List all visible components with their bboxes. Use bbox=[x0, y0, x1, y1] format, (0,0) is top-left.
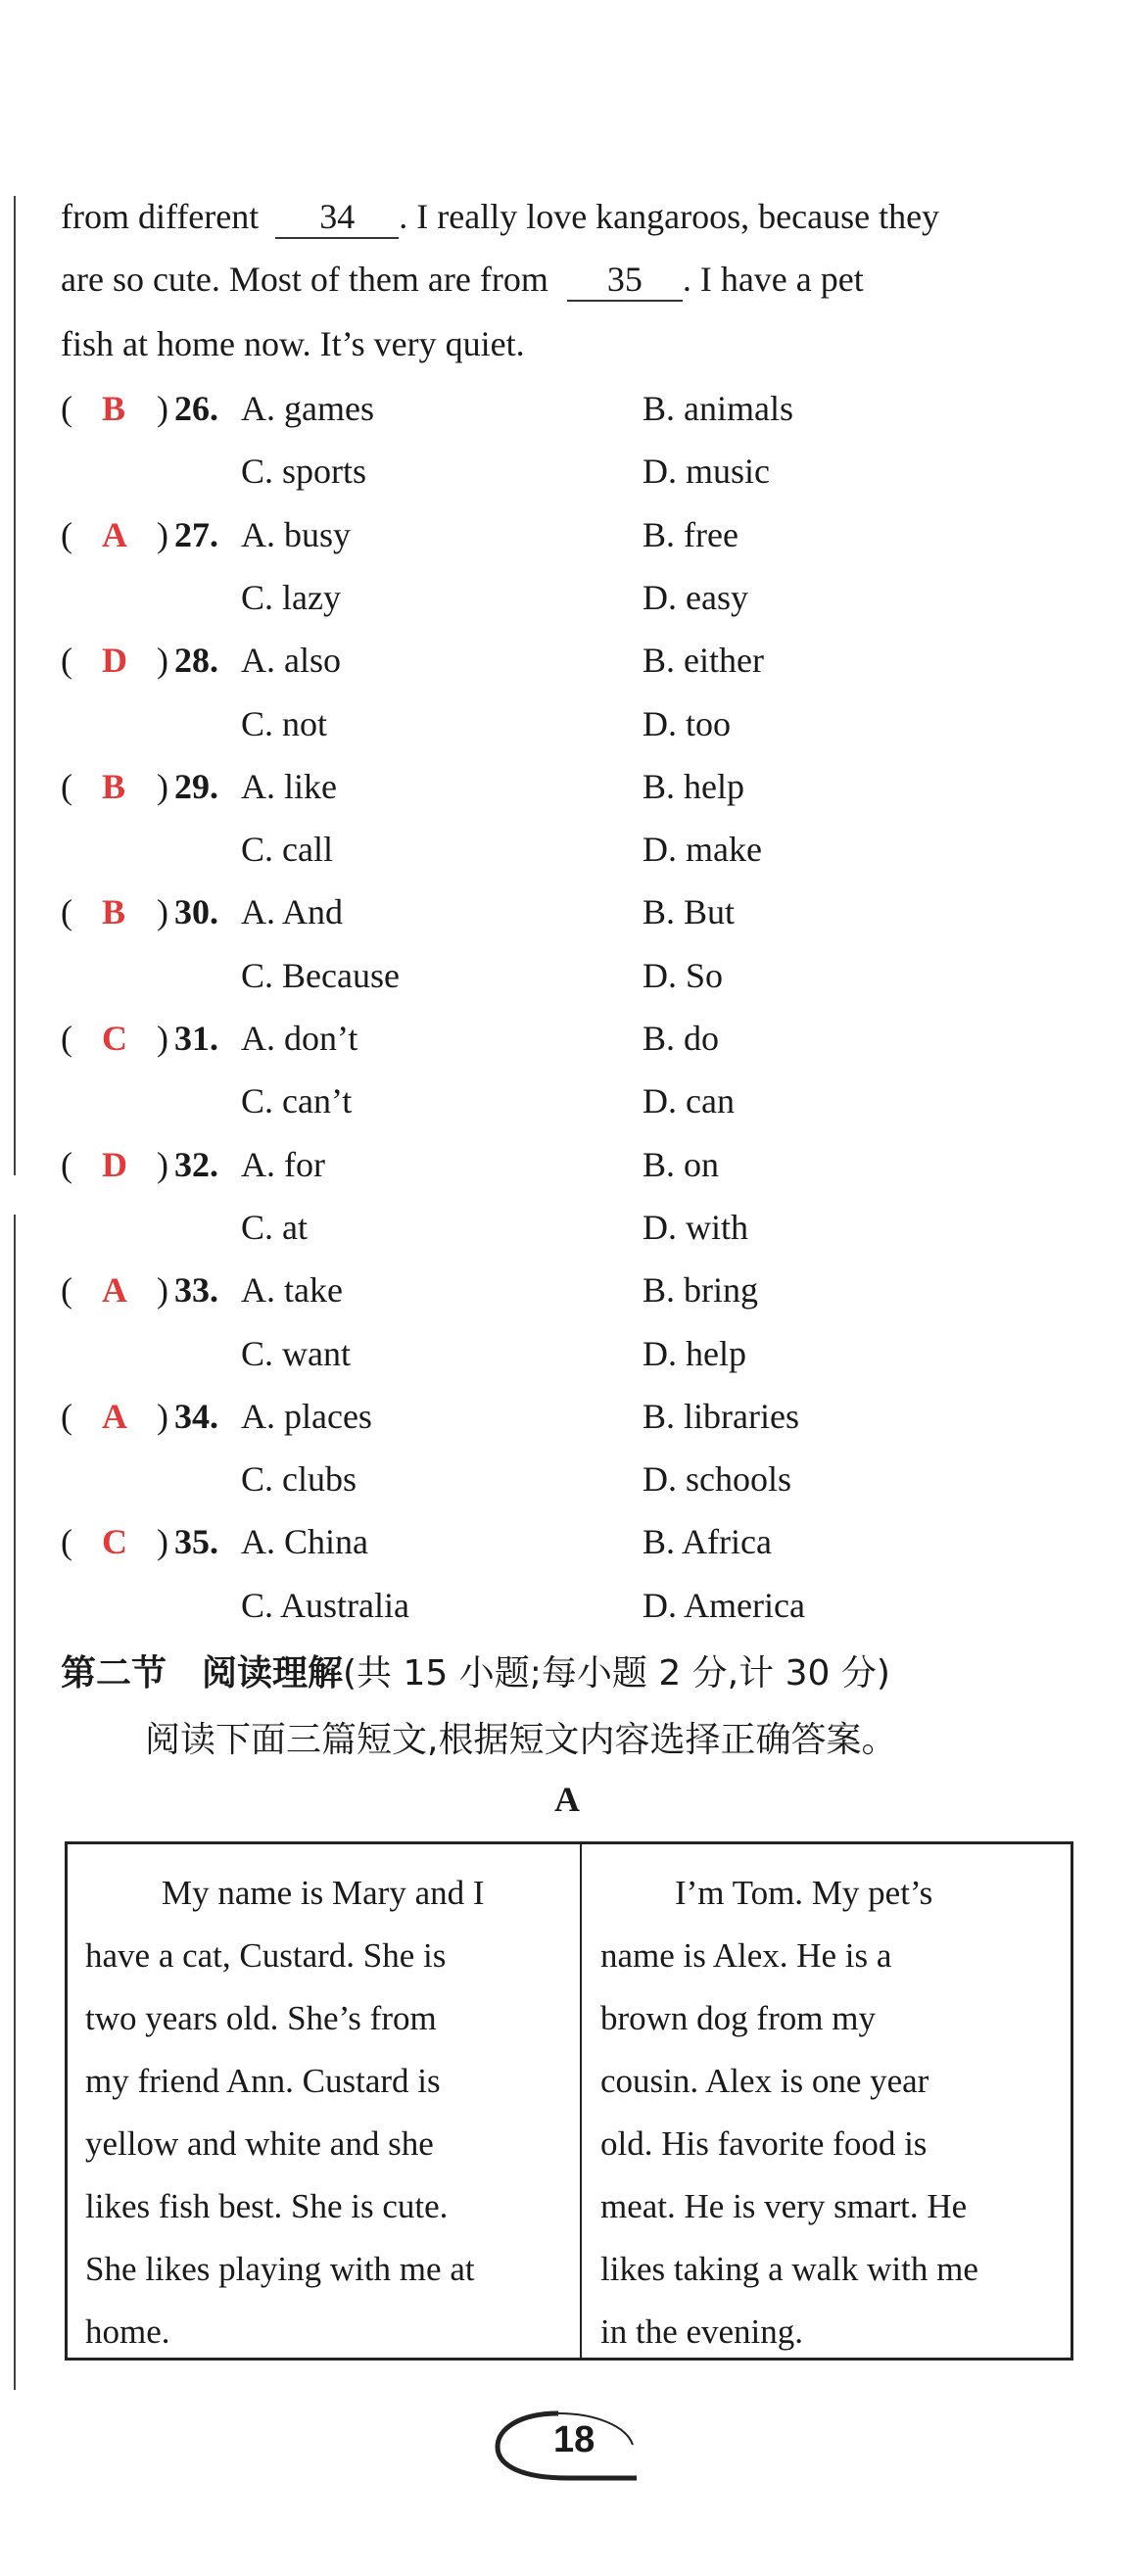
paren-close: ) bbox=[157, 1522, 168, 1562]
answer-mark: A bbox=[102, 1270, 127, 1311]
page-number: 18 bbox=[553, 2419, 595, 2460]
option-a: A. take bbox=[241, 1270, 343, 1311]
question-number: 30. bbox=[174, 892, 218, 932]
question-number: 29. bbox=[174, 766, 218, 806]
option-d: D. help bbox=[643, 1333, 746, 1373]
paren-close: ) bbox=[157, 892, 168, 932]
option-c: C. at bbox=[241, 1207, 308, 1247]
section-instruction: 阅读下面三篇短文,根据短文内容选择正确答案。 bbox=[145, 1720, 897, 1760]
table-line: She likes playing with me at bbox=[85, 2250, 475, 2288]
question-number: 34. bbox=[174, 1396, 218, 1436]
table-line: brown dog from my bbox=[600, 1999, 876, 2037]
option-d: D. too bbox=[643, 703, 731, 743]
option-c: C. call bbox=[241, 830, 333, 870]
option-c: C. clubs bbox=[241, 1459, 357, 1500]
table-line: likes fish best. She is cute. bbox=[85, 2187, 449, 2225]
paren-open: ( bbox=[61, 1522, 72, 1562]
option-c: C. not bbox=[241, 703, 328, 743]
option-d: D. So bbox=[643, 955, 724, 995]
passage-letter: A bbox=[554, 1780, 580, 1819]
option-b: B. animals bbox=[643, 389, 793, 428]
paren-open: ( bbox=[61, 1019, 72, 1058]
option-b: B. free bbox=[643, 514, 738, 554]
option-c: C. Australia bbox=[241, 1585, 409, 1625]
option-c: C. sports bbox=[241, 452, 367, 492]
paren-open: ( bbox=[61, 389, 72, 428]
answer-mark: B bbox=[102, 892, 126, 932]
paren-close: ) bbox=[157, 1270, 168, 1311]
paren-open: ( bbox=[61, 1144, 72, 1184]
table-line: meat. He is very smart. He bbox=[600, 2187, 968, 2225]
paren-open: ( bbox=[61, 1396, 72, 1436]
option-a: A. don’t bbox=[241, 1019, 358, 1058]
option-a: A. like bbox=[241, 766, 337, 806]
table-line: likes taking a walk with me bbox=[600, 2250, 978, 2288]
option-a: A. games bbox=[241, 389, 374, 428]
question-number: 28. bbox=[174, 641, 218, 681]
option-a: A. for bbox=[241, 1144, 325, 1184]
passage-line-2: are so cute. Most of them are from 35 . I have a pet bbox=[61, 259, 864, 302]
table-line: name is Alex. He is a bbox=[600, 1936, 892, 1975]
option-a: A. also bbox=[241, 641, 341, 681]
option-c: C. want bbox=[241, 1333, 351, 1373]
option-d: D. easy bbox=[643, 577, 748, 617]
question-number: 33. bbox=[174, 1270, 218, 1311]
question-number: 31. bbox=[174, 1019, 218, 1058]
option-d: D. can bbox=[643, 1081, 735, 1121]
question-number: 26. bbox=[174, 389, 218, 428]
left-margin-rule-bottom bbox=[14, 1215, 16, 2390]
paren-close: ) bbox=[157, 1019, 168, 1058]
answer-mark: C bbox=[102, 1019, 127, 1058]
question-number: 35. bbox=[174, 1522, 218, 1562]
option-d: D. make bbox=[643, 830, 762, 870]
paren-close: ) bbox=[157, 389, 168, 428]
table-cell-tom bbox=[600, 1862, 1057, 2363]
option-a: A. busy bbox=[241, 514, 352, 554]
table-line: in the evening. bbox=[600, 2313, 804, 2351]
blank-34: 34 bbox=[275, 198, 399, 239]
option-d: D. schools bbox=[643, 1459, 791, 1500]
option-a: A. China bbox=[241, 1522, 368, 1562]
table-divider bbox=[580, 1844, 582, 2358]
passage-line-1: from different 34 . I really love kangaroos, because they bbox=[61, 196, 939, 239]
table-line: my friend Ann. Custard is bbox=[85, 2062, 441, 2100]
question-number: 32. bbox=[174, 1144, 218, 1184]
section-title: 第二节 阅读理解(共 15 小题;每小题 2 分,计 30 分) bbox=[61, 1653, 890, 1693]
table-line: cousin. Alex is one year bbox=[600, 2062, 929, 2100]
option-a: A. places bbox=[241, 1396, 372, 1436]
option-b: B. libraries bbox=[643, 1396, 799, 1436]
table-line: have a cat, Custard. She is bbox=[85, 1936, 447, 1975]
option-d: D. music bbox=[643, 452, 770, 492]
answer-mark: B bbox=[102, 766, 126, 806]
left-margin-rule-top bbox=[14, 196, 16, 1175]
answer-mark: C bbox=[102, 1522, 127, 1562]
option-b: B. either bbox=[643, 641, 764, 681]
answer-mark: B bbox=[102, 389, 126, 428]
table-line: yellow and white and she bbox=[85, 2124, 434, 2163]
table-cell-mary bbox=[85, 1862, 565, 2363]
question-number: 27. bbox=[174, 514, 218, 554]
option-d: D. with bbox=[643, 1207, 748, 1247]
paren-close: ) bbox=[157, 514, 168, 554]
paren-close: ) bbox=[157, 641, 168, 681]
option-d: D. America bbox=[643, 1585, 805, 1625]
table-line: home. bbox=[85, 2313, 170, 2351]
passage-line-3: fish at home now. It’s very quiet. bbox=[61, 324, 525, 363]
option-b: B. Africa bbox=[643, 1522, 772, 1562]
paren-open: ( bbox=[61, 514, 72, 554]
option-b: B. do bbox=[643, 1019, 720, 1058]
option-b: B. bring bbox=[643, 1270, 759, 1311]
paren-close: ) bbox=[157, 1144, 168, 1184]
paren-close: ) bbox=[157, 1396, 168, 1436]
paren-open: ( bbox=[61, 892, 72, 932]
answer-mark: D bbox=[102, 1144, 127, 1184]
table-line: two years old. She’s from bbox=[85, 1999, 437, 2037]
table-line: I’m Tom. My pet’s bbox=[675, 1874, 933, 1912]
answer-mark: A bbox=[102, 514, 127, 554]
answer-mark: A bbox=[102, 1396, 127, 1436]
reading-table bbox=[65, 1841, 1073, 2361]
option-a: A. And bbox=[241, 892, 344, 932]
option-b: B. But bbox=[643, 892, 736, 932]
table-line: old. His favorite food is bbox=[600, 2124, 928, 2163]
paren-open: ( bbox=[61, 766, 72, 806]
paren-close: ) bbox=[157, 766, 168, 806]
table-line: My name is Mary and I bbox=[162, 1874, 485, 1912]
option-c: C. can’t bbox=[241, 1081, 353, 1121]
option-c: C. lazy bbox=[241, 577, 341, 617]
option-b: B. on bbox=[643, 1144, 720, 1184]
paren-open: ( bbox=[61, 1270, 72, 1311]
option-c: C. Because bbox=[241, 955, 400, 995]
answer-mark: D bbox=[102, 641, 127, 681]
option-b: B. help bbox=[643, 766, 744, 806]
paren-open: ( bbox=[61, 641, 72, 681]
blank-35: 35 bbox=[567, 261, 683, 302]
